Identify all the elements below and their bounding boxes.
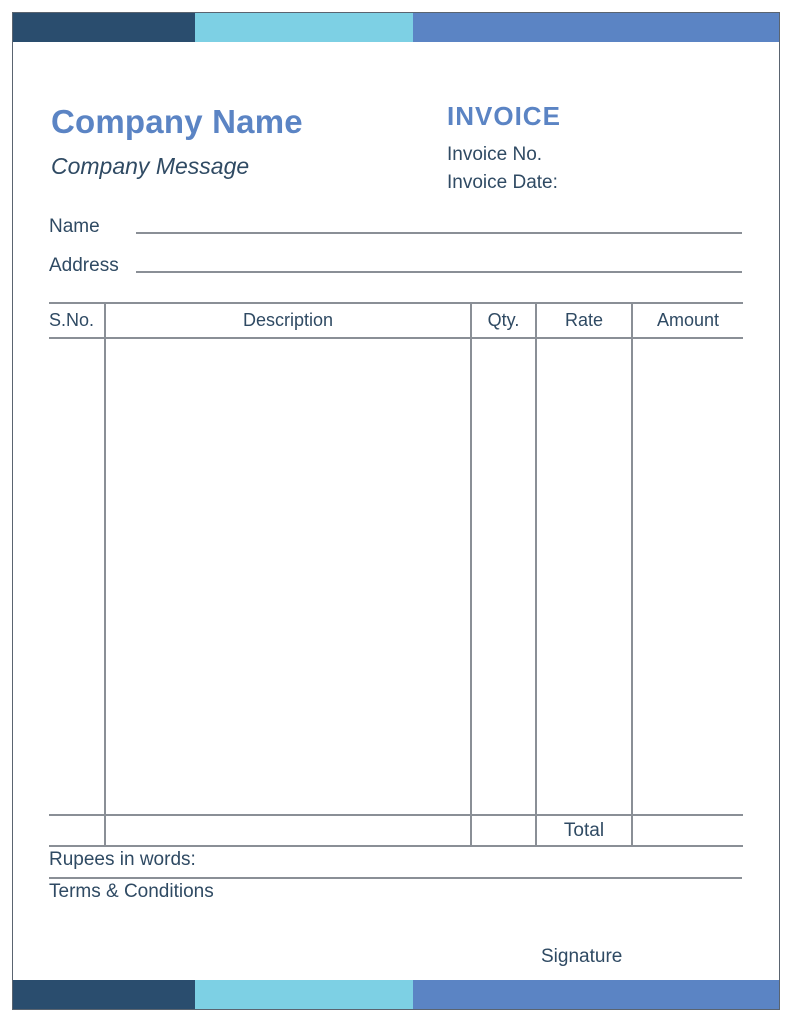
total-label: Total	[563, 820, 605, 841]
table-header-rule	[49, 337, 743, 339]
table-total-rule	[49, 814, 743, 816]
column-divider-rate	[631, 302, 633, 847]
column-header-description: Description	[242, 310, 334, 330]
column-header-qty: Qty.	[487, 310, 520, 330]
table-bottom-rule	[49, 845, 743, 847]
bottom-color-bar	[13, 980, 779, 1009]
top-bar-dark-segment	[13, 13, 195, 42]
signature-label: Signature	[541, 946, 623, 967]
invoice-page	[12, 12, 780, 1010]
column-header-amount: Amount	[656, 310, 720, 330]
top-bar-mid-segment	[413, 13, 779, 42]
customer-name-line[interactable]	[136, 232, 742, 234]
company-name: Company Name	[51, 103, 303, 140]
column-header-sno: S.No.	[49, 310, 95, 330]
company-message: Company Message	[51, 153, 250, 179]
rupees-in-words-label: Rupees in words:	[49, 849, 196, 870]
column-divider-qty	[535, 302, 537, 847]
bottom-bar-light-segment	[195, 980, 413, 1009]
bottom-bar-mid-segment	[413, 980, 779, 1009]
customer-name-label: Name	[49, 216, 100, 237]
top-color-bar	[13, 13, 779, 42]
invoice-date-label: Invoice Date:	[447, 172, 558, 193]
table-top-rule	[49, 302, 743, 304]
top-bar-light-segment	[195, 13, 413, 42]
column-header-rate: Rate	[564, 310, 604, 330]
column-divider-description	[470, 302, 472, 847]
customer-address-line[interactable]	[136, 271, 742, 273]
rupees-in-words-line	[49, 877, 742, 879]
invoice-number-label: Invoice No.	[447, 144, 543, 165]
invoice-title: INVOICE	[447, 101, 561, 131]
customer-address-label: Address	[49, 255, 119, 276]
terms-and-conditions-label: Terms & Conditions	[49, 881, 214, 902]
column-divider-sno	[104, 302, 106, 847]
bottom-bar-dark-segment	[13, 980, 195, 1009]
items-table	[49, 302, 743, 847]
